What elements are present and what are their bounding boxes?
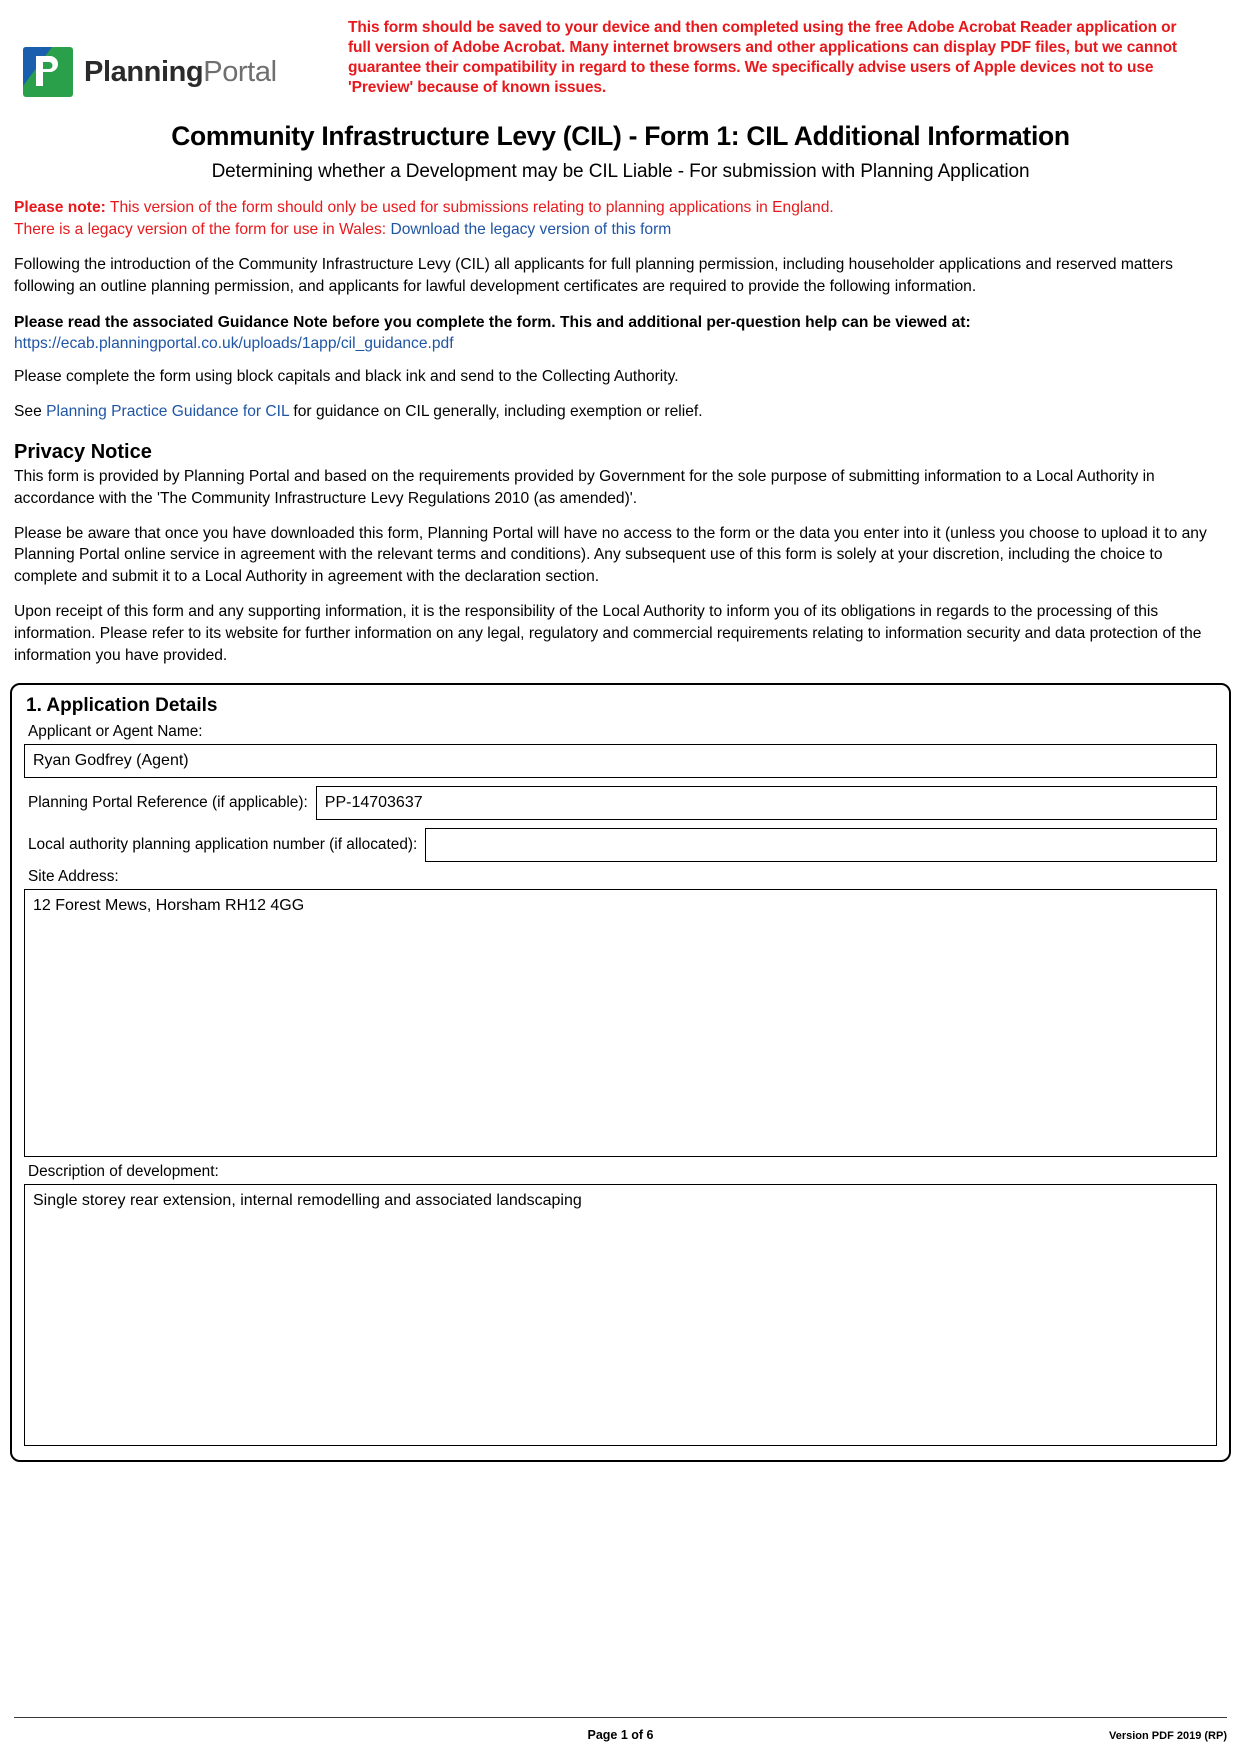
description-of-development-label: Description of development: xyxy=(28,1162,219,1180)
description-of-development-input[interactable]: Single storey rear extension, internal remodelling and associated landscaping xyxy=(24,1184,1217,1446)
page-title: Community Infrastructure Levy (CIL) - Form 1: CIL Additional Information xyxy=(171,120,1070,151)
privacy-paragraph-1: This form is provided by Planning Portal and based on the requirements provided by Government for the sole purpose of submitting information to a Local Authority in accordance with the 'The Community Infrastructure Levy Regulations 2010 (as amended)'. xyxy=(14,467,1155,507)
privacy-notice-heading: Privacy Notice xyxy=(14,440,152,463)
planning-portal-reference-input[interactable]: PP-14703637 xyxy=(316,786,1217,820)
planning-portal-reference-label: Planning Portal Reference (if applicable): xyxy=(28,793,308,811)
guidance-note-line: Please read the associated Guidance Note before you complete the form. This and additional per-question help can be viewed at: xyxy=(14,313,971,331)
privacy-paragraph-2: Please be aware that once you have downloaded this form, Planning Portal will have no access to the form or the data you enter into it (unless you choose to upload it to any Planning Portal online service in agreement with the relevant terms and conditions). Any subsequent use of this form is solely at your discretion, including the choice to complete and submit it to a Local Authority in agreement with the declaration section. xyxy=(14,524,1207,586)
block-capitals-line: Please complete the form using block capitals and black ink and send to the Collecting Authority. xyxy=(14,368,679,386)
page-number: Page 1 of 6 xyxy=(587,1728,654,1742)
planning-practice-guidance-link[interactable]: Planning Practice Guidance for CIL xyxy=(46,403,290,421)
intro-paragraph: Following the introduction of the Community Infrastructure Levy (CIL) all applicants for full planning permission, including householder applications and reserved matters following an outline planning permission, and applicants for lawful development certificates are required to provide the following information. xyxy=(14,255,1173,295)
site-address-input[interactable]: 12 Forest Mews, Horsham RH12 4GG xyxy=(24,889,1217,1157)
document-version: Version PDF 2019 (RP) xyxy=(1109,1730,1227,1742)
section-1-heading: 1. Application Details xyxy=(26,694,218,716)
legacy-version-text: There is a legacy version of the form for use in Wales: xyxy=(14,220,391,238)
logo-text-light: Portal xyxy=(203,55,277,88)
see-suffix: for guidance on CIL generally, including exemption or relief. xyxy=(289,403,703,421)
legacy-version-link[interactable]: Download the legacy version of this form xyxy=(390,220,672,238)
planning-portal-reference-row xyxy=(24,786,1217,820)
page-subtitle: Determining whether a Development may be CIL Liable - For submission with Planning Application xyxy=(211,160,1030,182)
planning-portal-wordmark xyxy=(84,56,277,89)
applicant-name-input[interactable]: Ryan Godfrey (Agent) xyxy=(24,744,1217,778)
application-details-section xyxy=(10,683,1231,1462)
local-authority-reference-input[interactable] xyxy=(425,828,1217,862)
guidance-url[interactable] xyxy=(14,335,1227,353)
guidance-url-link[interactable]: https://ecab.planningportal.co.uk/uploads/1app/cil_guidance.pdf xyxy=(14,335,454,353)
please-note-text: This version of the form should only be used for submissions relating to planning applications in England. xyxy=(105,198,834,216)
see-prefix: See xyxy=(14,403,47,421)
site-address-label: Site Address: xyxy=(28,867,119,885)
local-authority-reference-row xyxy=(24,828,1217,862)
planning-portal-logo-icon xyxy=(22,46,74,98)
page-footer xyxy=(14,1717,1227,1744)
please-note-lead: Please note: xyxy=(14,198,106,216)
acrobat-warning-text: This form should be saved to your device and then completed using the free Adobe Acrobat Reader application or full version of Adobe Acrobat. Many internet browsers and other applications can display PDF files, but we cannot guarantee their compatibility in regard to these forms. We specifically advise users of Apple devices not to use 'Preview' because of known issues. xyxy=(348,19,1177,97)
applicant-name-label: Applicant or Agent Name: xyxy=(28,722,203,740)
logo-text-bold: Planning xyxy=(84,55,204,88)
document-body xyxy=(0,197,1241,667)
please-note-block xyxy=(14,197,1227,241)
page-header xyxy=(0,0,1241,99)
planning-portal-logo xyxy=(12,10,342,98)
see-guidance-line xyxy=(14,401,1227,423)
local-authority-reference-label: Local authority planning application number (if allocated): xyxy=(28,835,418,853)
privacy-paragraph-3: Upon receipt of this form and any supporting information, it is the responsibility of the Local Authority to inform you of its obligations in regards to the processing of this information. Please refer to its website for further information on any legal, regulatory and commercial requirements relating to information security and data protection of the information you have provided. xyxy=(14,603,1202,664)
